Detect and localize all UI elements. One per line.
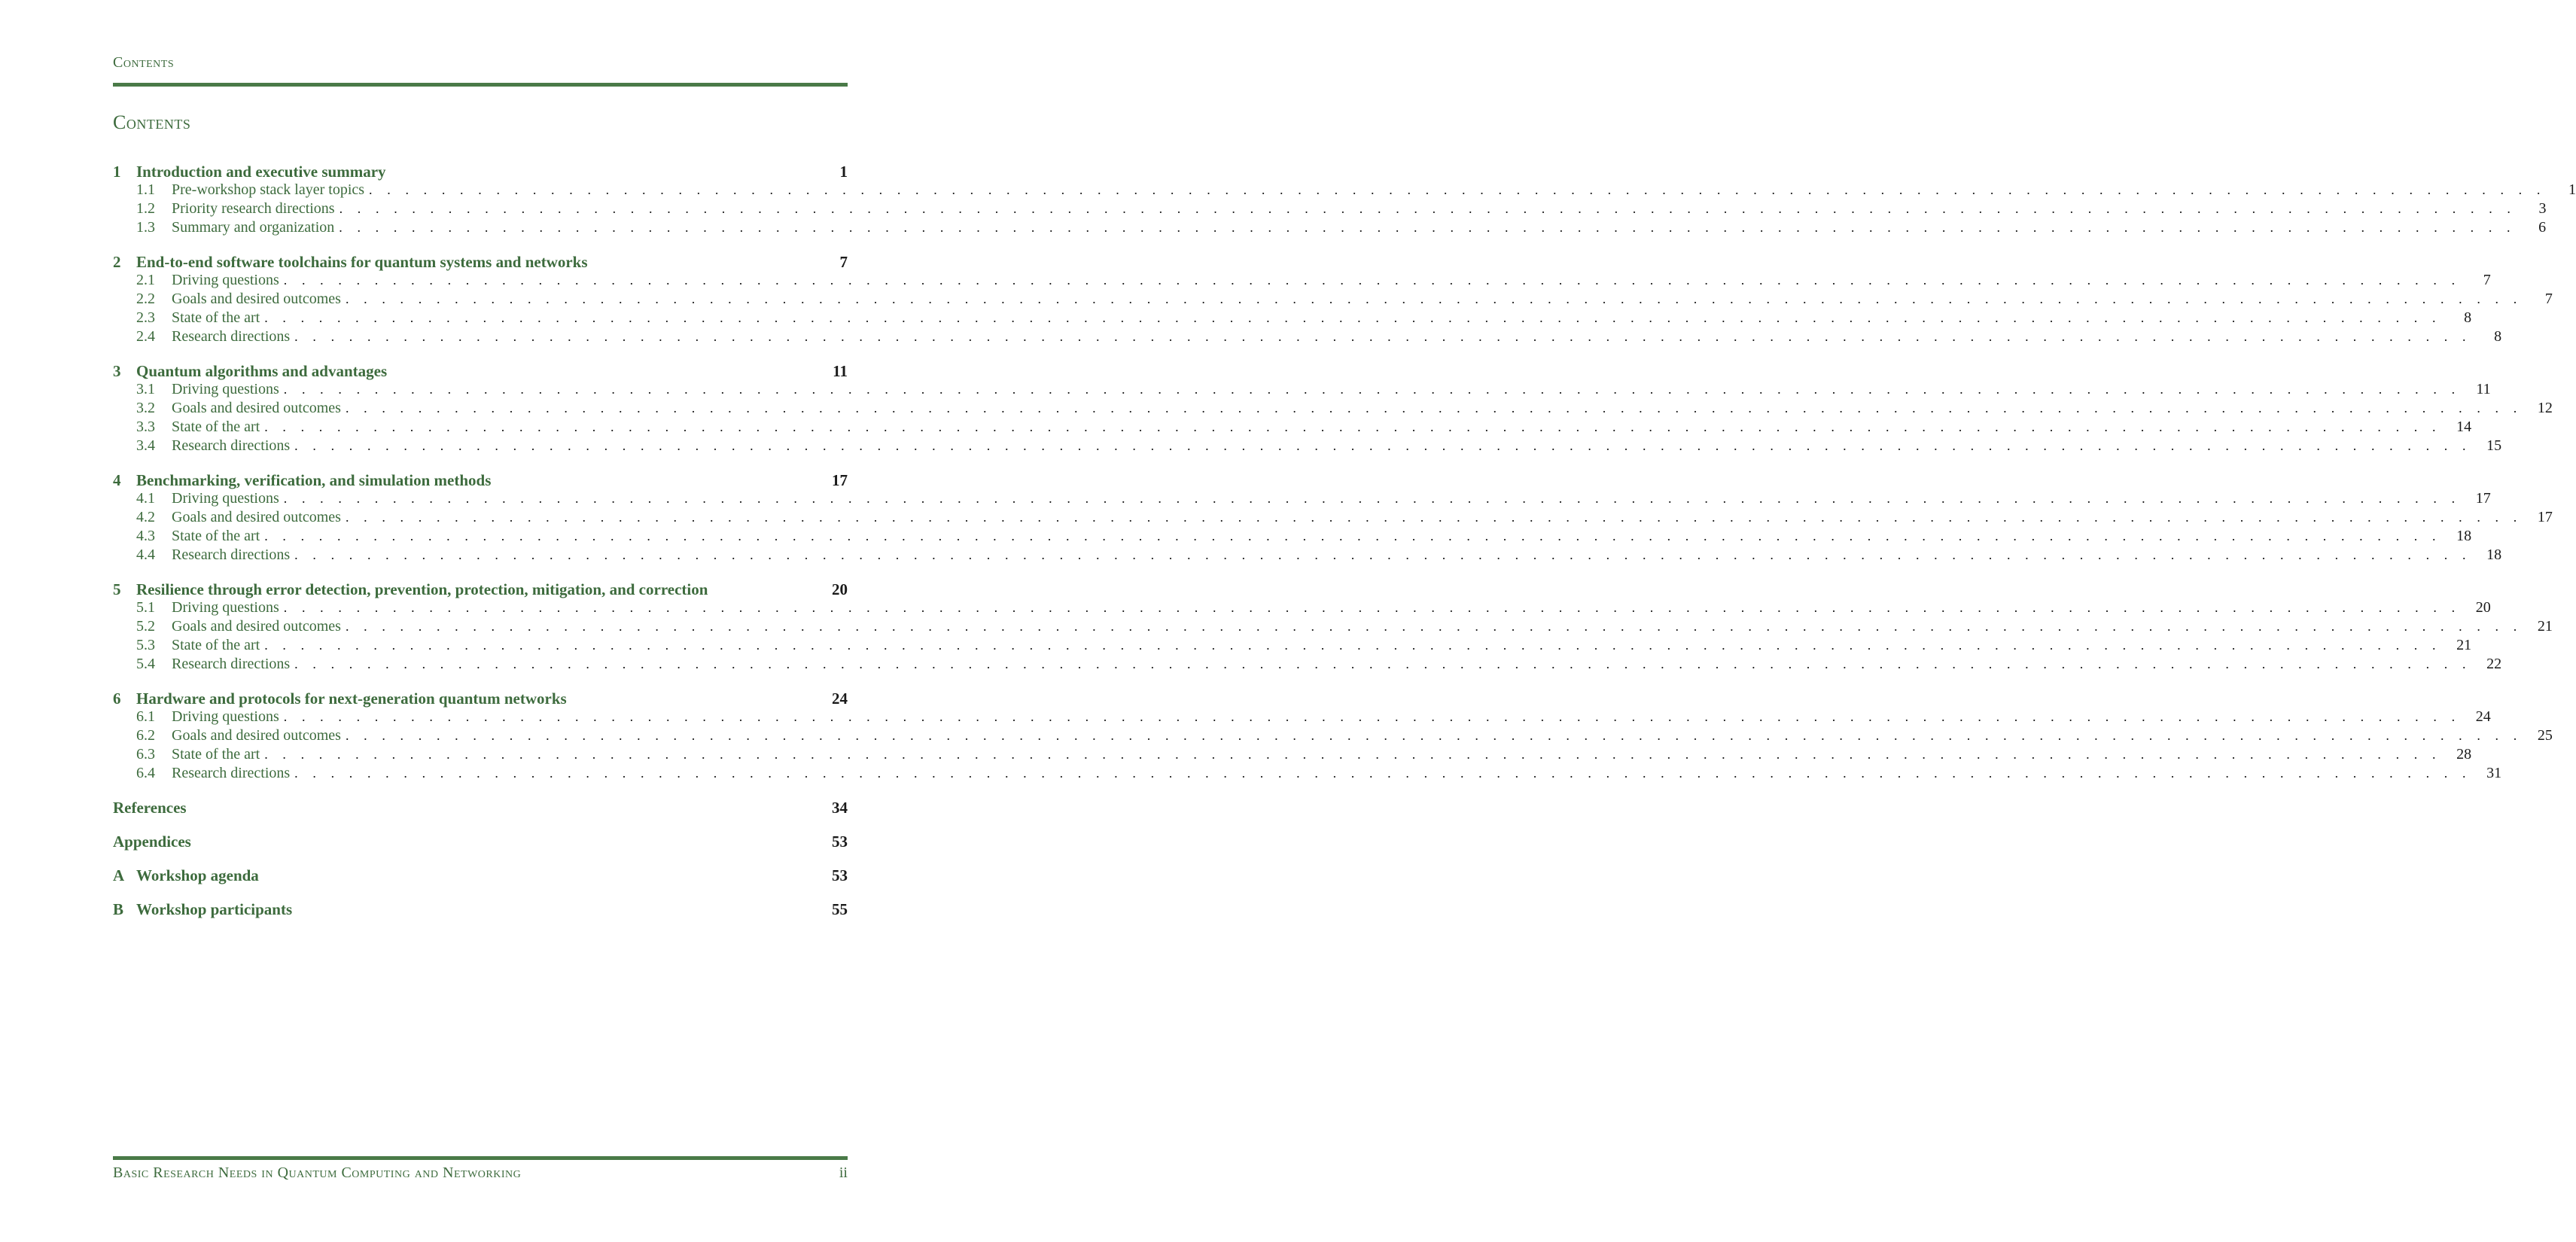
backmatter-title: References <box>113 799 187 817</box>
dot-leader: . . . . . . . . . . . . . . . . . . . . . . . . . . . . . . . . . . . . . . . . . . . . . . . . . . . . . . . . . . . . . . . . . . . . . . . . . . . . . . . . . . . . . . . . . . . . . . . . . . . . . . . . . . . . . . . . . . . . . . . . <box>294 766 2472 781</box>
toc-heading: Contents <box>113 111 191 133</box>
section-number: 4.4 <box>136 546 155 563</box>
backmatter-page: 55 <box>832 900 848 918</box>
footer-rule <box>113 1156 848 1160</box>
toc-section-entry[interactable] <box>113 291 2553 309</box>
section-page: 28 <box>2456 746 2472 763</box>
dot-leader: . . . . . . . . . . . . . . . . . . . . . . . . . . . . . . . . . . . . . . . . . . . . . . . . . . . . . . . . . . . . . . . . . . . . . . . . . . . . . . . . . . . . . . . . . . . . . . . . . . . . . . . . . . . . . . . . . . . . . . . . <box>283 382 2461 397</box>
section-number: 2.1 <box>136 272 155 288</box>
toc-section-entry[interactable] <box>113 381 2491 400</box>
section-page: 6 <box>2538 219 2547 236</box>
section-number: 1.1 <box>136 181 155 198</box>
section-number: 5.3 <box>136 637 155 653</box>
toc-chapter-entry[interactable] <box>113 362 848 381</box>
section-number: 1.2 <box>136 200 155 217</box>
dot-leader: . . . . . . . . . . . . . . . . . . . . . . . . . . . . . . . . . . . . . . . . . . . . . . . . . . . . . . . . . . . . . . . . . . . . . . . . . . . . . . . . . . . . . . . . . . . . . . . . . . . . . . . . . . . . . . . . . . . . . . . . <box>345 510 2523 525</box>
toc-backmatter-group <box>113 833 848 851</box>
chapter-number: 3 <box>113 362 121 380</box>
running-header: Contents <box>113 54 175 71</box>
section-page: 8 <box>2464 309 2472 326</box>
section-page: 24 <box>2475 708 2491 725</box>
section-page: 25 <box>2537 727 2553 744</box>
running-footer: Basic Research Needs in Quantum Computing and Networking <box>113 1164 522 1181</box>
section-page: 3 <box>2538 200 2547 217</box>
section-page: 11 <box>2476 381 2491 397</box>
toc-section-entry[interactable] <box>113 490 2491 509</box>
toc-backmatter-entry[interactable] <box>113 900 848 919</box>
section-number: 3.3 <box>136 419 155 435</box>
section-number: 6.1 <box>136 708 155 725</box>
toc-section-entry[interactable] <box>113 400 2553 419</box>
section-title: Research directions <box>172 328 291 345</box>
chapter-page: 20 <box>832 580 848 598</box>
section-page: 17 <box>2537 509 2553 525</box>
dot-leader: . . . . . . . . . . . . . . . . . . . . . . . . . . . . . . . . . . . . . . . . . . . . . . . . . . . . . . . . . . . . . . . . . . . . . . . . . . . . . . . . . . . . . . . . . . . . . . . . . . . . . . . . . . . . . . . . . . . . . . . . <box>264 638 2442 653</box>
chapter-title: Resilience through error detection, prevention, protection, mitigation, and correction <box>136 580 708 598</box>
dot-leader: . . . . . . . . . . . . . . . . . . . . . . . . . . . . . . . . . . . . . . . . . . . . . . . . . . . . . . . . . . . . . . . . . . . . . . . . . . . . . . . . . . . . . . . . . . . . . . . . . . . . . . . . . . . . . . . . . . . . . . . . <box>264 310 2442 325</box>
toc-chapter-entry[interactable] <box>113 253 848 272</box>
section-number: 3.4 <box>136 437 155 454</box>
section-number: 1.3 <box>136 219 155 236</box>
toc-section-entry[interactable] <box>113 437 2502 456</box>
section-number: 4.3 <box>136 528 155 544</box>
section-page: 22 <box>2486 656 2502 672</box>
chapter-page: 11 <box>833 362 848 380</box>
section-page: 17 <box>2475 490 2491 507</box>
chapter-page: 24 <box>832 689 848 708</box>
section-title: Driving questions <box>172 599 279 616</box>
toc-section-entry[interactable] <box>113 656 2502 674</box>
backmatter-page: 34 <box>832 799 848 817</box>
section-number: 6.4 <box>136 765 155 781</box>
section-page: 14 <box>2456 419 2472 435</box>
section-page: 21 <box>2537 618 2553 635</box>
section-page: 7 <box>2544 291 2553 307</box>
toc-section-entry[interactable] <box>113 181 2576 200</box>
section-number: 4.2 <box>136 509 155 525</box>
dot-leader: . . . . . . . . . . . . . . . . . . . . . . . . . . . . . . . . . . . . . . . . . . . . . . . . . . . . . . . . . . . . . . . . . . . . . . . . . . . . . . . . . . . . . . . . . . . . . . . . . . . . . . . . . . . . . . . . . . . . . . . . <box>283 491 2461 506</box>
chapter-number: 2 <box>113 253 121 271</box>
section-title: Research directions <box>172 656 291 672</box>
dot-leader: . . . . . . . . . . . . . . . . . . . . . . . . . . . . . . . . . . . . . . . . . . . . . . . . . . . . . . . . . . . . . . . . . . . . . . . . . . . . . . . . . . . . . . . . . . . . . . . . . . . . . . . . . . . . . . . . . . . . . . . . <box>345 400 2523 416</box>
chapter-title: Benchmarking, verification, and simulation methods <box>136 471 492 489</box>
chapter-number: 4 <box>113 471 121 489</box>
chapter-page: 1 <box>839 163 848 181</box>
section-number: 5.4 <box>136 656 155 672</box>
toc-section-entry[interactable] <box>113 309 2472 328</box>
section-title: Research directions <box>172 546 291 563</box>
section-title: Goals and desired outcomes <box>172 400 341 416</box>
toc-backmatter-entry[interactable] <box>113 866 848 885</box>
dot-leader: . . . . . . . . . . . . . . . . . . . . . . . . . . . . . . . . . . . . . . . . . . . . . . . . . . . . . . . . . . . . . . . . . . . . . . . . . . . . . . . . . . . . . . . . . . . . . . . . . . . . . . . . . . . . . . . . . . . . . . . . <box>369 182 2546 197</box>
toc-backmatter-group <box>113 900 848 919</box>
section-number: 6.3 <box>136 746 155 763</box>
toc-chapter-group <box>113 163 2576 238</box>
section-title: Driving questions <box>172 381 279 397</box>
dot-leader: . . . . . . . . . . . . . . . . . . . . . . . . . . . . . . . . . . . . . . . . . . . . . . . . . . . . . . . . . . . . . . . . . . . . . . . . . . . . . . . . . . . . . . . . . . . . . . . . . . . . . . . . . . . . . . . . . . . . . . . . <box>283 600 2461 615</box>
dot-leader: . . . . . . . . . . . . . . . . . . . . . . . . . . . . . . . . . . . . . . . . . . . . . . . . . . . . . . . . . . . . . . . . . . . . . . . . . . . . . . . . . . . . . . . . . . . . . . . . . . . . . . . . . . . . . . . . . . . . . . . . <box>283 709 2461 724</box>
toc-section-entry[interactable] <box>113 328 2502 347</box>
section-page: 1 <box>2568 181 2576 198</box>
toc-chapter-group <box>113 362 2553 456</box>
section-page: 15 <box>2486 437 2502 454</box>
dot-leader: . . . . . . . . . . . . . . . . . . . . . . . . . . . . . . . . . . . . . . . . . . . . . . . . . . . . . . . . . . . . . . . . . . . . . . . . . . . . . . . . . . . . . . . . . . . . . . . . . . . . . . . . . . . . . . . . . . . . . . . . <box>294 656 2472 671</box>
section-number: 5.1 <box>136 599 155 616</box>
section-page: 18 <box>2486 546 2502 563</box>
toc-backmatter-group <box>113 799 848 817</box>
section-page: 7 <box>2483 272 2491 288</box>
toc-chapter-group <box>113 471 2553 565</box>
toc-chapter-group <box>113 689 2553 784</box>
toc-backmatter-entry[interactable] <box>113 833 848 851</box>
chapter-page: 17 <box>832 471 848 489</box>
dot-leader: . . . . . . . . . . . . . . . . . . . . . . . . . . . . . . . . . . . . . . . . . . . . . . . . . . . . . . . . . . . . . . . . . . . . . . . . . . . . . . . . . . . . . . . . . . . . . . . . . . . . . . . . . . . . . . . . . . . . . . . . <box>264 419 2442 434</box>
dot-leader: . . . . . . . . . . . . . . . . . . . . . . . . . . . . . . . . . . . . . . . . . . . . . . . . . . . . . . . . . . . . . . . . . . . . . . . . . . . . . . . . . . . . . . . . . . . . . . . . . . . . . . . . . . . . . . . . . . . . . . . . <box>264 528 2442 543</box>
toc-section-entry[interactable] <box>113 219 2547 238</box>
dot-leader: . . . . . . . . . . . . . . . . . . . . . . . . . . . . . . . . . . . . . . . . . . . . . . . . . . . . . . . . . . . . . . . . . . . . . . . . . . . . . . . . . . . . . . . . . . . . . . . . . . . . . . . . . . . . . . . . . . . . . . . . <box>294 547 2472 562</box>
toc-section-entry[interactable] <box>113 599 2491 618</box>
dot-leader: . . . . . . . . . . . . . . . . . . . . . . . . . . . . . . . . . . . . . . . . . . . . . . . . . . . . . . . . . . . . . . . . . . . . . . . . . . . . . . . . . . . . . . . . . . . . . . . . . . . . . . . . . . . . . . . . . . . . . . . . <box>283 272 2461 288</box>
section-page: 21 <box>2456 637 2472 653</box>
section-page: 20 <box>2475 599 2491 616</box>
section-number: 5.2 <box>136 618 155 635</box>
dot-leader: . . . . . . . . . . . . . . . . . . . . . . . . . . . . . . . . . . . . . . . . . . . . . . . . . . . . . . . . . . . . . . . . . . . . . . . . . . . . . . . . . . . . . . . . . . . . . . . . . . . . . . . . . . . . . . . . . . . . . . . . <box>294 438 2472 453</box>
section-title: State of the art <box>172 746 260 763</box>
dot-leader: . . . . . . . . . . . . . . . . . . . . . . . . . . . . . . . . . . . . . . . . . . . . . . . . . . . . . . . . . . . . . . . . . . . . . . . . . . . . . . . . . . . . . . . . . . . . . . . . . . . . . . . . . . . . . . . . . . . . . . . . <box>339 220 2517 235</box>
section-title: Goals and desired outcomes <box>172 727 341 744</box>
backmatter-number: A <box>113 866 125 884</box>
dot-leader: . . . . . . . . . . . . . . . . . . . . . . . . . . . . . . . . . . . . . . . . . . . . . . . . . . . . . . . . . . . . . . . . . . . . . . . . . . . . . . . . . . . . . . . . . . . . . . . . . . . . . . . . . . . . . . . . . . . . . . . . <box>339 201 2517 216</box>
section-title: State of the art <box>172 637 260 653</box>
toc-section-entry[interactable] <box>113 618 2553 637</box>
backmatter-title: Workshop agenda <box>136 866 259 884</box>
dot-leader: . . . . . . . . . . . . . . . . . . . . . . . . . . . . . . . . . . . . . . . . . . . . . . . . . . . . . . . . . . . . . . . . . . . . . . . . . . . . . . . . . . . . . . . . . . . . . . . . . . . . . . . . . . . . . . . . . . . . . . . . <box>345 291 2523 306</box>
section-title: Research directions <box>172 765 291 781</box>
toc-chapter-group <box>113 253 2553 347</box>
section-title: Driving questions <box>172 272 279 288</box>
table-of-contents <box>113 163 2576 934</box>
section-number: 4.1 <box>136 490 155 507</box>
toc-section-entry[interactable] <box>113 200 2547 219</box>
backmatter-title: Workshop participants <box>136 900 293 918</box>
section-number: 3.1 <box>136 381 155 397</box>
section-page: 31 <box>2486 765 2502 781</box>
section-title: Pre-workshop stack layer topics <box>172 181 365 198</box>
toc-section-entry[interactable] <box>113 708 2491 727</box>
section-page: 18 <box>2456 528 2472 544</box>
dot-leader: . . . . . . . . . . . . . . . . . . . . . . . . . . . . . . . . . . . . . . . . . . . . . . . . . . . . . . . . . . . . . . . . . . . . . . . . . . . . . . . . . . . . . . . . . . . . . . . . . . . . . . . . . . . . . . . . . . . . . . . . <box>264 747 2442 762</box>
chapter-title: Introduction and executive summary <box>136 163 386 181</box>
section-title: Goals and desired outcomes <box>172 509 341 525</box>
chapter-page: 7 <box>839 253 848 271</box>
toc-chapter-entry[interactable] <box>113 163 848 181</box>
section-title: Goals and desired outcomes <box>172 291 341 307</box>
section-title: Driving questions <box>172 490 279 507</box>
toc-chapter-entry[interactable] <box>113 471 848 490</box>
section-number: 2.4 <box>136 328 155 345</box>
section-page: 12 <box>2537 400 2553 416</box>
toc-section-entry[interactable] <box>113 419 2472 437</box>
section-title: Priority research directions <box>172 200 335 217</box>
section-title: Goals and desired outcomes <box>172 618 341 635</box>
backmatter-number: B <box>113 900 124 918</box>
section-title: State of the art <box>172 309 260 326</box>
toc-section-entry[interactable] <box>113 746 2472 765</box>
toc-section-entry[interactable] <box>113 727 2553 746</box>
chapter-title: Hardware and protocols for next-generation quantum networks <box>136 689 567 708</box>
section-title: State of the art <box>172 528 260 544</box>
toc-chapter-group <box>113 580 2553 674</box>
chapter-number: 1 <box>113 163 121 181</box>
page-number: ii <box>839 1164 848 1181</box>
section-title: Research directions <box>172 437 291 454</box>
dot-leader: . . . . . . . . . . . . . . . . . . . . . . . . . . . . . . . . . . . . . . . . . . . . . . . . . . . . . . . . . . . . . . . . . . . . . . . . . . . . . . . . . . . . . . . . . . . . . . . . . . . . . . . . . . . . . . . . . . . . . . . . <box>345 728 2523 743</box>
toc-chapter-entry[interactable] <box>113 580 848 599</box>
section-page: 8 <box>2494 328 2502 345</box>
section-number: 3.2 <box>136 400 155 416</box>
chapter-number: 5 <box>113 580 121 598</box>
dot-leader: . . . . . . . . . . . . . . . . . . . . . . . . . . . . . . . . . . . . . . . . . . . . . . . . . . . . . . . . . . . . . . . . . . . . . . . . . . . . . . . . . . . . . . . . . . . . . . . . . . . . . . . . . . . . . . . . . . . . . . . . <box>294 329 2472 344</box>
backmatter-title: Appendices <box>113 833 191 851</box>
toc-section-entry[interactable] <box>113 637 2472 656</box>
chapter-title: End-to-end software toolchains for quantum systems and networks <box>136 253 588 271</box>
toc-chapter-entry[interactable] <box>113 689 848 708</box>
section-number: 2.2 <box>136 291 155 307</box>
section-number: 6.2 <box>136 727 155 744</box>
toc-backmatter-entry[interactable] <box>113 799 848 817</box>
section-title: State of the art <box>172 419 260 435</box>
backmatter-page: 53 <box>832 866 848 884</box>
toc-section-entry[interactable] <box>113 546 2502 565</box>
toc-section-entry[interactable] <box>113 509 2553 528</box>
chapter-number: 6 <box>113 689 121 708</box>
toc-backmatter-group <box>113 866 848 885</box>
dot-leader: . . . . . . . . . . . . . . . . . . . . . . . . . . . . . . . . . . . . . . . . . . . . . . . . . . . . . . . . . . . . . . . . . . . . . . . . . . . . . . . . . . . . . . . . . . . . . . . . . . . . . . . . . . . . . . . . . . . . . . . . <box>345 619 2523 634</box>
toc-section-entry[interactable] <box>113 272 2491 291</box>
header-rule <box>113 83 848 87</box>
chapter-title: Quantum algorithms and advantages <box>136 362 388 380</box>
section-title: Driving questions <box>172 708 279 725</box>
toc-section-entry[interactable] <box>113 765 2502 784</box>
toc-section-entry[interactable] <box>113 528 2472 546</box>
section-title: Summary and organization <box>172 219 335 236</box>
section-number: 2.3 <box>136 309 155 326</box>
backmatter-page: 53 <box>832 833 848 851</box>
